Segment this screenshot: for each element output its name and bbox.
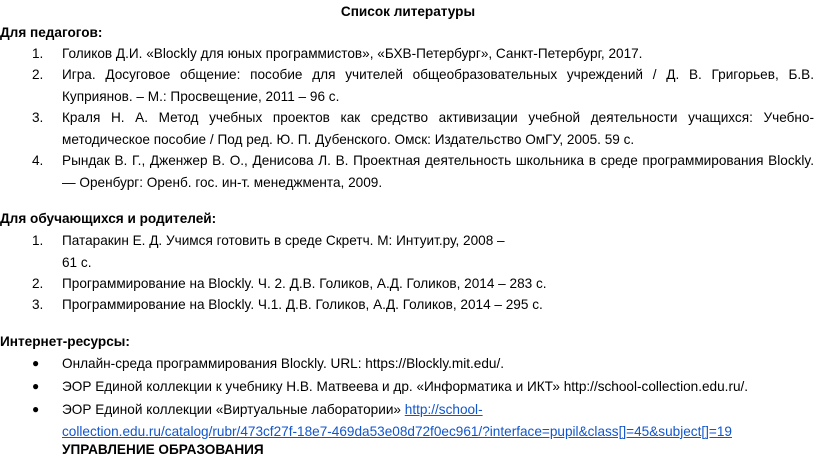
list-number: 4. — [32, 153, 44, 168]
list-item — [32, 230, 814, 273]
list-item — [32, 353, 814, 375]
internet-heading: Интернет-ресурсы: — [0, 334, 130, 349]
document-title: Список литературы — [340, 4, 476, 19]
list-item — [32, 399, 814, 442]
list-item — [32, 43, 814, 65]
footer-heading: УПРАВЛЕНИЕ ОБРАЗОВАНИЯ — [62, 442, 264, 457]
resource-link-part1[interactable]: http://school- — [404, 402, 483, 417]
list-item-text-continued: 61 с. — [62, 254, 92, 270]
list-number: 2. — [32, 67, 44, 82]
list-item-text: Рындак В. Г., Дженжер В. О., Денисова Л. В. Проектная деятельность школьника в среде программирования Blockly. — Оренбург: Оренб. гос. ин-т. менеджмента, 2009. — [62, 153, 814, 190]
list-item-text: Патаракин Е. Д. Учимся готовить в среде Скретч. М: Интуит.ру, 2008 – — [62, 233, 505, 248]
list-item-text: Онлайн-среда программирования Blockly. URL: https://Blockly.mit.edu/. — [62, 356, 505, 371]
list-item-text: Краля Н. А. Метод учебных проектов как средство активизации учебной деятельности учащихся: Учебно-методическое пособие / Под ред. Ю. П. Дубенского. Омск: Издательство ОмГУ, 2005. 59 с. — [62, 110, 814, 147]
list-item — [32, 64, 814, 107]
list-number: 1. — [32, 46, 44, 61]
resource-description: ЭОР Единой коллекции «Виртуальные лаборатории» — [62, 402, 401, 417]
list-item-text: Игра. Досуговое общение: пособие для учителей общеобразовательных учреждений / Д. В. Григорьев, Б.В. Куприянов. – М.: Просвещение, 2011 – 96 с. — [62, 67, 814, 104]
list-number: 2. — [32, 276, 44, 291]
bullet-icon: ● — [32, 402, 40, 416]
students-heading: Для обучающихся и родителей: — [0, 211, 217, 226]
teachers-heading: Для педагогов: — [0, 25, 103, 40]
list-item-text: Программирование на Blockly. Ч. 2. Д.В. Голиков, А.Д. Голиков, 2014 – 283 с. — [62, 276, 547, 291]
list-item-text: Программирование на Blockly. Ч.1. Д.В. Голиков, А.Д. Голиков, 2014 – 295 с. — [62, 297, 543, 312]
list-item — [32, 107, 814, 150]
list-item-text: Голиков Д.И. «Blockly для юных программистов», «БХВ-Петербург», Санкт-Петербург, 2017. — [62, 46, 643, 61]
list-item-text — [62, 399, 814, 421]
list-number: 1. — [32, 233, 44, 248]
resource-link-part2[interactable]: collection.edu.ru/catalog/rubr/473cf27f-18e7-469da53e08d72f0ec961/?interface=pupil&class[]=45&subject[]=19 — [62, 423, 732, 439]
list-number: 3. — [32, 110, 44, 125]
list-item-text: ЭОР Единой коллекции к учебнику Н.В. Матвеева и др. «Информатика и ИКТ» http://school-collection.edu.ru/. — [62, 379, 749, 394]
list-item — [32, 273, 814, 295]
bullet-icon: ● — [32, 356, 40, 370]
bullet-icon: ● — [32, 379, 40, 393]
list-item — [32, 150, 814, 193]
list-number: 3. — [32, 297, 44, 312]
list-item — [32, 294, 814, 316]
list-item — [32, 376, 814, 398]
